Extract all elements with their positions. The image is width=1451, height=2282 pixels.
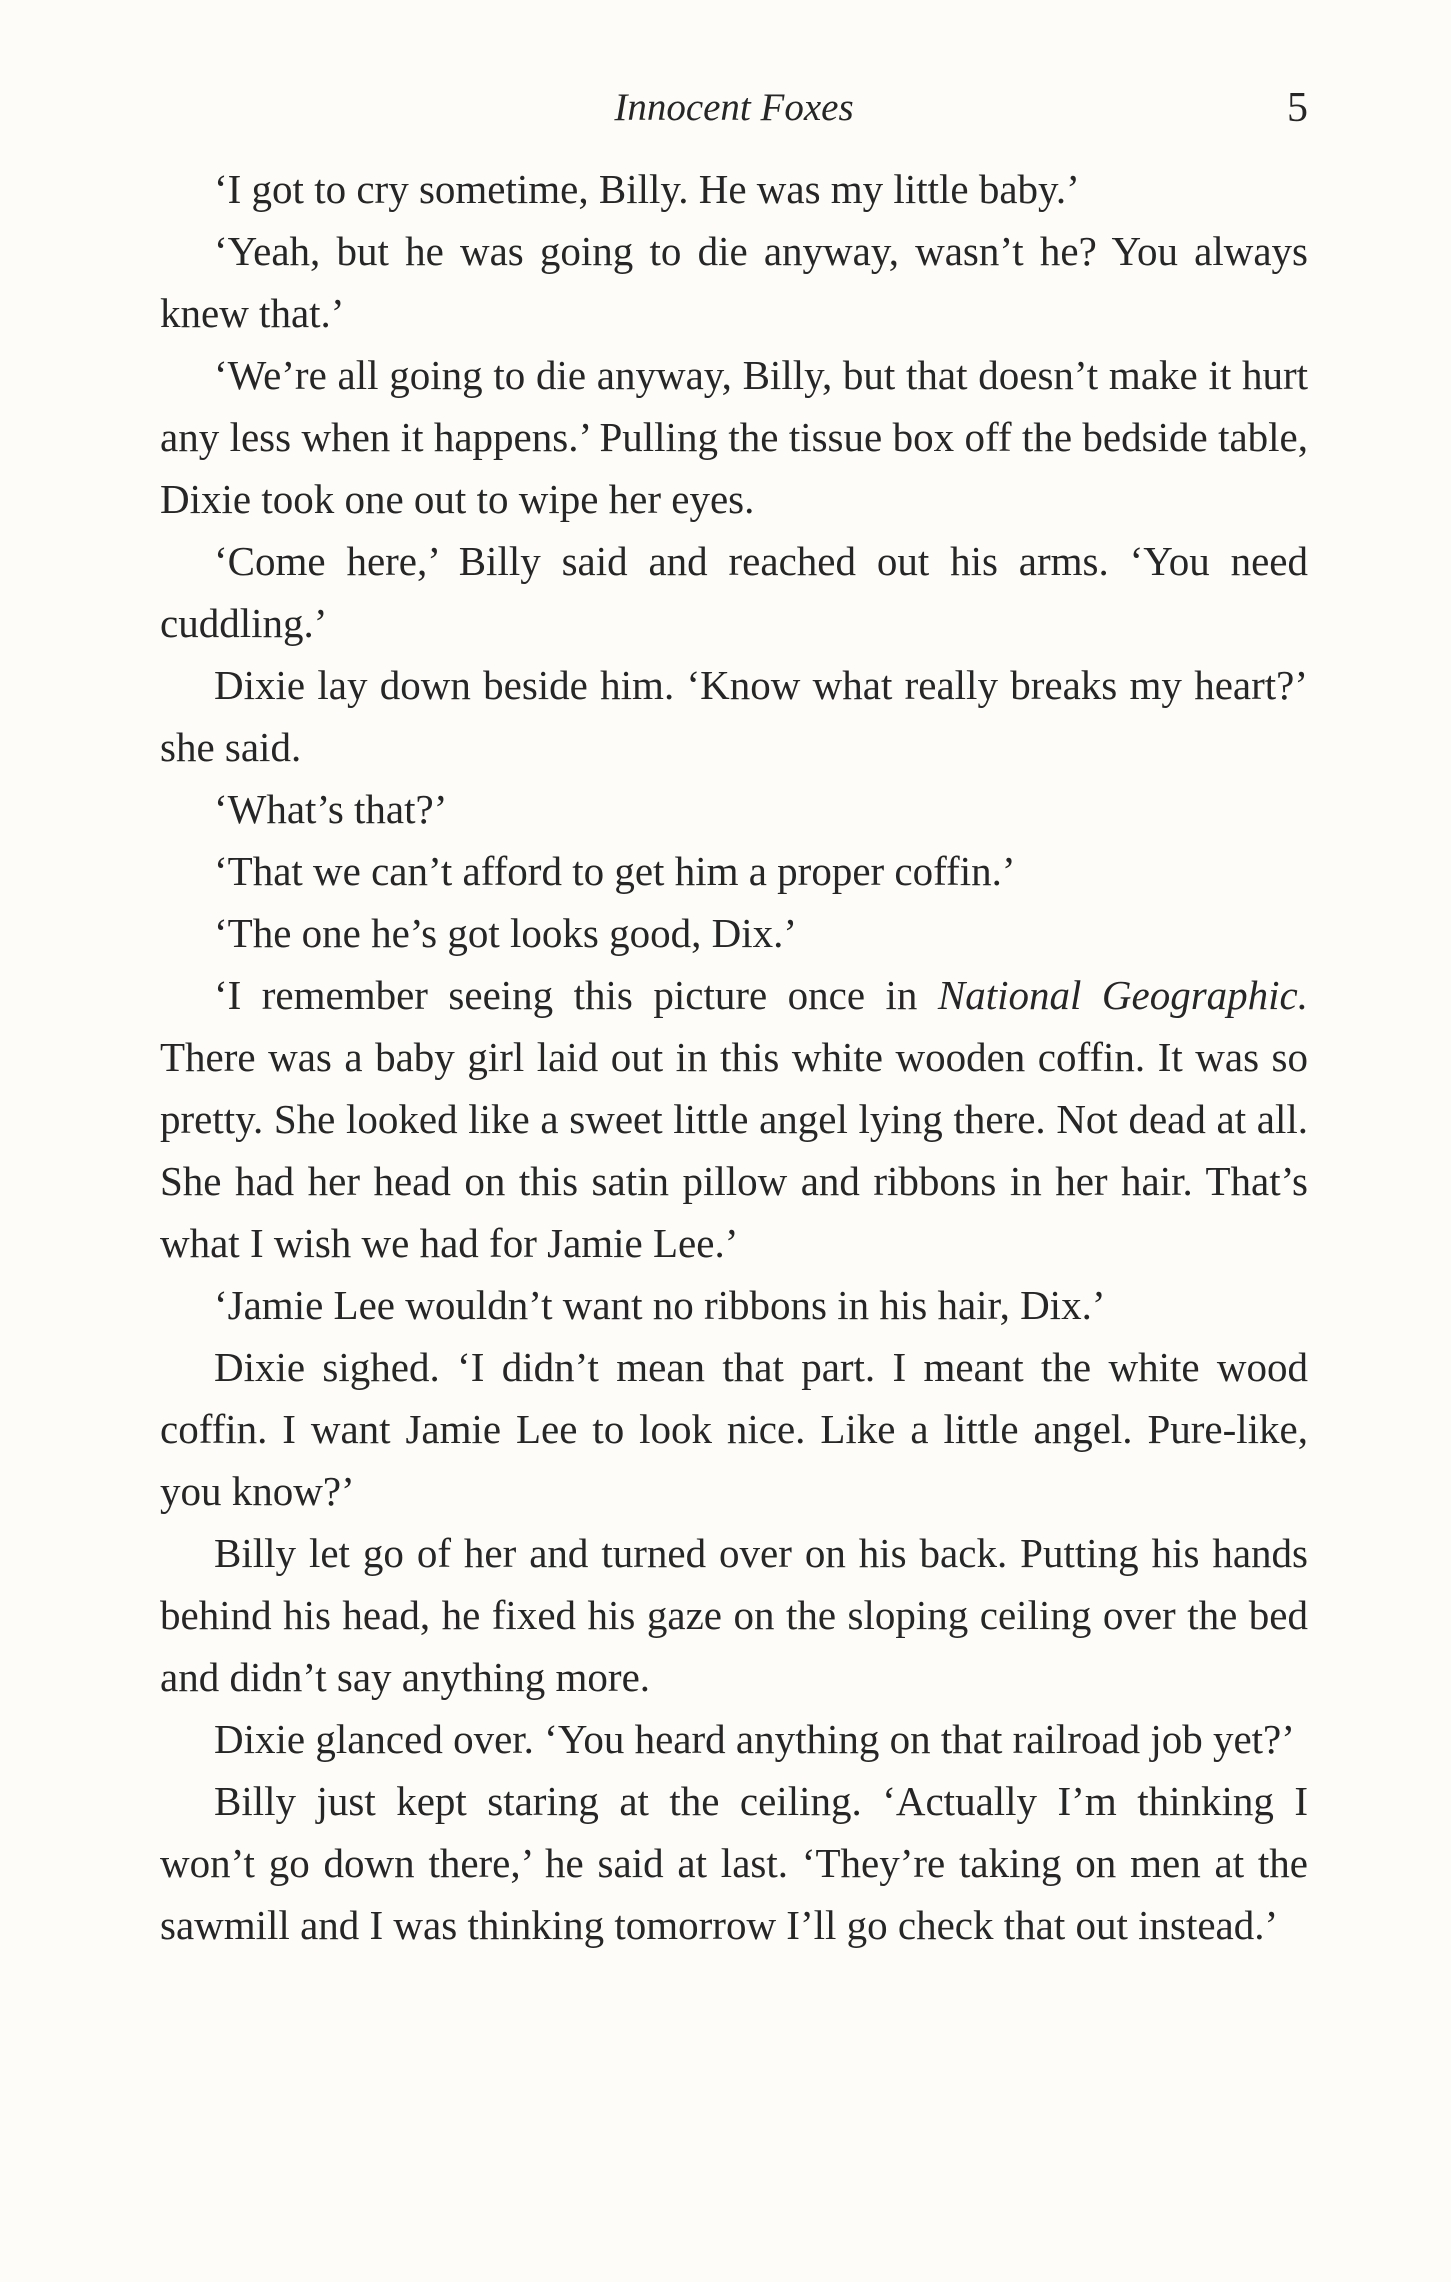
paragraph: ‘We’re all going to die anyway, Billy, but that doesn’t make it hurt any less when it happens.’ Pulling the tissue box off the bedside table, Dixie took one out to wipe her eyes. bbox=[160, 352, 1308, 522]
paragraph: ‘I got to cry sometime, Billy. He was my little baby.’ bbox=[214, 166, 1080, 212]
paragraph: ‘Jamie Lee wouldn’t want no ribbons in his hair, Dix.’ bbox=[214, 1282, 1106, 1328]
paragraph-text: There was a baby girl laid out in this white wooden coffin. It was so pretty. She looked like a sweet little angel lying there. Not dead at all. She had her head on this satin pillow and ribbons in her hair. That’s what I wish we had for Jamie Lee.’ bbox=[160, 1034, 1308, 1266]
page-header bbox=[160, 78, 1308, 138]
paragraph: ‘The one he’s got looks good, Dix.’ bbox=[214, 910, 798, 956]
paragraph: Dixie lay down beside him. ‘Know what really breaks my heart?’ she said. bbox=[160, 662, 1308, 770]
paragraph: Dixie glanced over. ‘You heard anything on that railroad job yet?’ bbox=[214, 1716, 1295, 1762]
paragraph: Billy just kept staring at the ceiling. ‘Actually I’m thinking I won’t go down there,’ he said at last. ‘They’re taking on men at the sawmill and I was thinking tomorrow I’ll go check that out instead.’ bbox=[160, 1778, 1308, 1948]
paragraph-text: ‘I remember seeing this picture once in bbox=[214, 972, 938, 1018]
italic-title: National Geographic. bbox=[937, 972, 1308, 1018]
body-text bbox=[160, 158, 1308, 1956]
paragraph: ‘That we can’t afford to get him a proper coffin.’ bbox=[214, 848, 1016, 894]
paragraph: Billy let go of her and turned over on his back. Putting his hands behind his head, he fixed his gaze on the sloping ceiling over the bed and didn’t say anything more. bbox=[160, 1530, 1308, 1700]
running-head: Innocent Foxes bbox=[614, 86, 854, 129]
paragraph: ‘Come here,’ Billy said and reached out his arms. ‘You need cuddling.’ bbox=[160, 538, 1308, 646]
paragraph: ‘What’s that?’ bbox=[214, 786, 448, 832]
paragraph bbox=[160, 964, 1308, 1274]
paragraph: ‘Yeah, but he was going to die anyway, wasn’t he? You always knew that.’ bbox=[160, 228, 1308, 336]
paragraph: Dixie sighed. ‘I didn’t mean that part. I meant the white wood coffin. I want Jamie Lee to look nice. Like a little angel. Pure-like, you know?’ bbox=[160, 1344, 1308, 1514]
page-number: 5 bbox=[1287, 85, 1308, 131]
